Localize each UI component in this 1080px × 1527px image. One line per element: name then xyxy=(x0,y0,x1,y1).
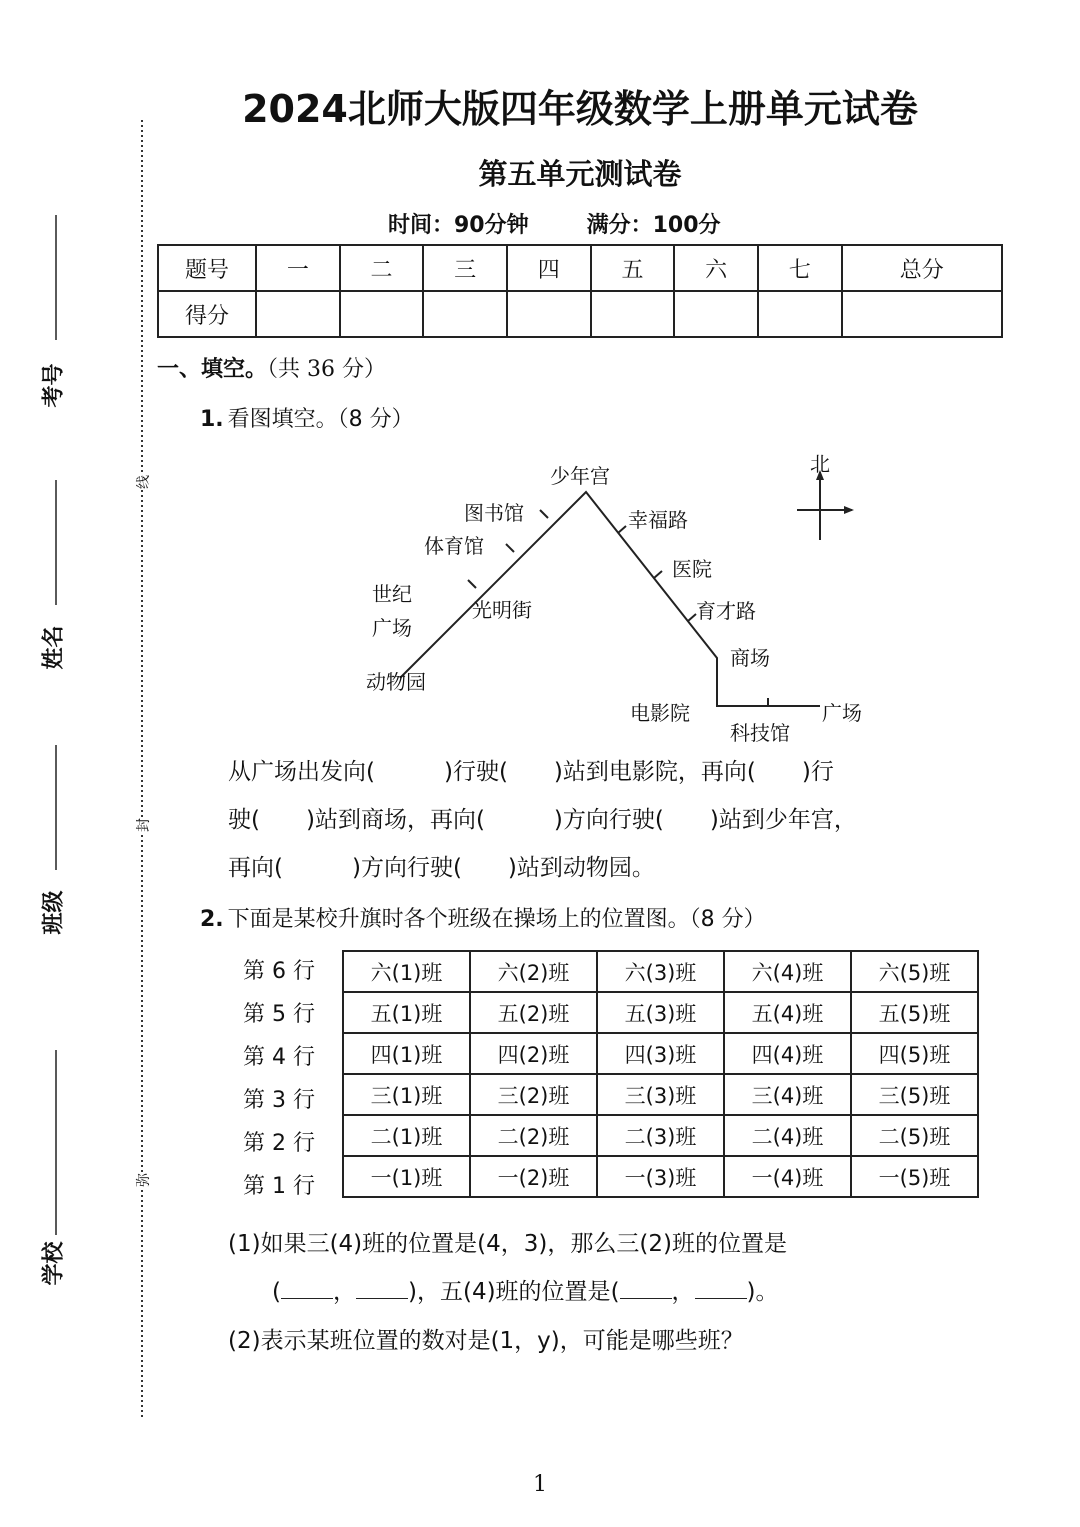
question-number: 1. xyxy=(200,407,224,432)
arrow-right-icon xyxy=(844,506,854,514)
class-cell: 一(2)班 xyxy=(470,1156,597,1197)
row-label: 第 4 行 xyxy=(243,1045,315,1070)
score-cell: 六 xyxy=(674,245,758,291)
class-cell: 二(4)班 xyxy=(724,1115,851,1156)
row-label: 第 3 行 xyxy=(243,1088,315,1113)
class-cell: 二(2)班 xyxy=(470,1115,597,1156)
class-cell: 三(2)班 xyxy=(470,1074,597,1115)
score-row-label: 得分 xyxy=(158,291,256,337)
score-input-cell[interactable] xyxy=(507,291,591,337)
score-cell: 题号 xyxy=(158,245,256,291)
map-label-dongwuyuan: 动物园 xyxy=(366,670,426,694)
answer-blank[interactable] xyxy=(695,1276,747,1299)
north-label: 北 xyxy=(810,452,830,476)
section-title: 一、填空。 xyxy=(157,357,268,382)
table-row xyxy=(343,951,978,992)
class-cell: 五(3)班 xyxy=(597,992,724,1033)
class-cell: 六(2)班 xyxy=(470,951,597,992)
class-cell: 四(1)班 xyxy=(343,1033,470,1074)
name-label: 姓名 xyxy=(41,625,67,670)
score-table-score-row xyxy=(158,291,1002,337)
map-label-yucailu: 育才路 xyxy=(696,599,756,623)
class-cell: 二(1)班 xyxy=(343,1115,470,1156)
map-label-guangchang-left: 广场 xyxy=(372,616,412,640)
class-cell: 一(4)班 xyxy=(724,1156,851,1197)
time-and-score xyxy=(388,208,779,239)
seal-mark-xian: 线 xyxy=(133,475,153,489)
score-cell: 七 xyxy=(758,245,842,291)
stop-tick xyxy=(468,580,476,588)
class-label: 班级 xyxy=(41,890,67,935)
map-label-kejiguan: 科技馆 xyxy=(730,721,790,745)
map-label-shiji: 世纪 xyxy=(372,582,412,606)
table-row xyxy=(343,1156,978,1197)
score-input-cell[interactable] xyxy=(842,291,1002,337)
route-map xyxy=(340,440,880,750)
stop-tick xyxy=(654,571,662,578)
fill-blank-line[interactable]: 从广场出发向( )行驶( )站到电影院，再向( )行 xyxy=(228,759,834,785)
question-1 xyxy=(200,402,414,433)
class-cell: 五(5)班 xyxy=(851,992,978,1033)
score-cell: 四 xyxy=(507,245,591,291)
row-labels xyxy=(243,950,315,1208)
map-label-shaoniangong: 少年宫 xyxy=(550,464,610,488)
row-label: 第 1 行 xyxy=(243,1174,315,1199)
score-cell: 三 xyxy=(423,245,507,291)
sub-question-1-line2: ( ， )，五(4)班的位置是( ， )。 xyxy=(272,1273,779,1306)
map-label-tiyuguan: 体育馆 xyxy=(424,534,484,558)
class-cell: 一(3)班 xyxy=(597,1156,724,1197)
question-2 xyxy=(200,902,766,933)
class-cell: 一(1)班 xyxy=(343,1156,470,1197)
class-cell: 四(3)班 xyxy=(597,1033,724,1074)
map-label-dianyingyuan: 电影院 xyxy=(630,701,690,725)
seal-mark-feng: 封 xyxy=(133,818,153,832)
row-label: 第 2 行 xyxy=(243,1131,315,1156)
section-heading xyxy=(157,352,386,383)
class-cell: 五(4)班 xyxy=(724,992,851,1033)
class-cell: 五(1)班 xyxy=(343,992,470,1033)
class-cell: 三(1)班 xyxy=(343,1074,470,1115)
score-input-cell[interactable] xyxy=(591,291,675,337)
score-input-cell[interactable] xyxy=(256,291,340,337)
score-cell: 二 xyxy=(340,245,424,291)
map-label-guangmingjie: 光明街 xyxy=(472,598,532,622)
table-row xyxy=(343,1115,978,1156)
map-label-guangchang-right: 广场 xyxy=(822,701,862,725)
page-number: 1 xyxy=(533,1472,547,1497)
class-cell: 三(5)班 xyxy=(851,1074,978,1115)
stop-tick xyxy=(540,510,548,518)
question-number: 2. xyxy=(200,907,224,932)
answer-blank[interactable] xyxy=(620,1276,672,1299)
class-cell: 四(4)班 xyxy=(724,1033,851,1074)
sub-question-2: (2)表示某班位置的数对是(1，y)，可能是哪些班？ xyxy=(228,1328,744,1354)
score-input-cell[interactable] xyxy=(674,291,758,337)
class-cell: 六(3)班 xyxy=(597,951,724,992)
score-cell: 总分 xyxy=(842,245,1002,291)
exam-number-label: 考号 xyxy=(41,363,67,408)
score-table-header-row xyxy=(158,245,1002,291)
seal-mark-mi: 弥 xyxy=(133,1173,153,1187)
table-row xyxy=(343,992,978,1033)
section-points: （共 36 分） xyxy=(267,357,386,382)
sub-question-1-line1: (1)如果三(4)班的位置是(4，3)，那么三(2)班的位置是 xyxy=(228,1231,787,1257)
answer-blank[interactable] xyxy=(356,1276,408,1299)
question-text: 下面是某校升旗时各个班级在操场上的位置图。（8 分） xyxy=(227,907,766,932)
fill-blank-line[interactable]: 驶( )站到商场，再向( )方向行驶( )站到少年宫， xyxy=(228,807,857,833)
score-cell: 五 xyxy=(591,245,675,291)
question-text: 看图填空。（8 分） xyxy=(227,407,414,432)
class-cell: 四(5)班 xyxy=(851,1033,978,1074)
class-cell: 三(3)班 xyxy=(597,1074,724,1115)
score-cell: 一 xyxy=(256,245,340,291)
class-cell: 一(5)班 xyxy=(851,1156,978,1197)
page-title: 2024北师大版四年级数学上册单元试卷 xyxy=(242,87,918,131)
class-cell: 三(4)班 xyxy=(724,1074,851,1115)
fill-blank-line[interactable]: 再向( )方向行驶( )站到动物园。 xyxy=(228,855,655,881)
class-cell: 二(5)班 xyxy=(851,1115,978,1156)
map-label-shangchang: 商场 xyxy=(730,646,770,670)
stop-tick xyxy=(506,544,514,552)
map-label-yiyuan: 医院 xyxy=(672,557,712,581)
table-row xyxy=(343,1074,978,1115)
full-score: 满分：100分 xyxy=(586,213,721,238)
table-row xyxy=(343,1033,978,1074)
time-limit: 时间：90分钟 xyxy=(388,213,529,238)
class-cell: 六(1)班 xyxy=(343,951,470,992)
row-label: 第 5 行 xyxy=(243,1002,315,1027)
stop-tick xyxy=(618,526,626,533)
school-label: 学校 xyxy=(41,1241,67,1286)
score-input-cell[interactable] xyxy=(340,291,424,337)
compass xyxy=(797,470,854,540)
map-label-xingfulu: 幸福路 xyxy=(628,508,688,532)
class-cell: 五(2)班 xyxy=(470,992,597,1033)
sub-question-1-mid: ，五(4)班的位置是 xyxy=(416,1279,611,1305)
unit-subtitle: 第五单元测试卷 xyxy=(478,157,682,191)
class-cell: 四(2)班 xyxy=(470,1033,597,1074)
score-table xyxy=(157,244,1003,338)
score-input-cell[interactable] xyxy=(758,291,842,337)
row-label: 第 6 行 xyxy=(243,959,315,984)
class-cell: 六(5)班 xyxy=(851,951,978,992)
class-cell: 二(3)班 xyxy=(597,1115,724,1156)
map-label-tushuguan: 图书馆 xyxy=(464,501,524,525)
answer-blank[interactable] xyxy=(281,1276,333,1299)
class-cell: 六(4)班 xyxy=(724,951,851,992)
binding-margin xyxy=(0,0,160,1527)
score-input-cell[interactable] xyxy=(423,291,507,337)
class-position-grid xyxy=(342,950,979,1198)
stop-tick xyxy=(688,614,696,621)
